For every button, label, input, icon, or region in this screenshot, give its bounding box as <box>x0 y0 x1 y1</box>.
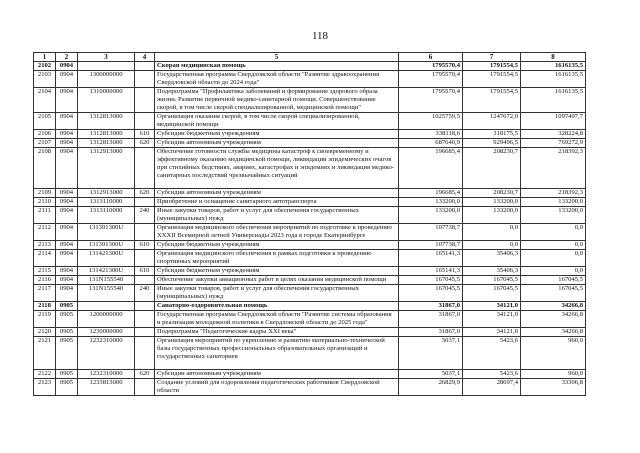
expense-type-cell <box>135 71 155 88</box>
amount-year1-cell: 1795570,4 <box>399 62 463 71</box>
amount-year3-cell: 34266,8 <box>521 302 586 311</box>
target-article-cell: 1233813000 <box>78 379 135 396</box>
amount-year2-cell: 1791554,5 <box>463 62 521 71</box>
table-row <box>34 198 586 207</box>
item-name-cell: Организация оказания скорой, в том числе скорой специализированной, медицинской помощи <box>155 113 399 130</box>
target-article-cell: 1313110000 <box>78 198 135 207</box>
section-code-cell: 0904 <box>56 241 78 250</box>
table-row <box>34 379 586 396</box>
table-row <box>34 139 586 148</box>
section-code-cell: 0904 <box>56 113 78 130</box>
amount-year3-cell: 960,0 <box>521 370 586 379</box>
amount-year1-cell: 107738,7 <box>399 241 463 250</box>
amount-year1-cell: 687640,9 <box>399 139 463 148</box>
amount-year3-cell: 0,0 <box>521 224 586 241</box>
amount-year1-cell: 133200,0 <box>399 198 463 207</box>
table-row <box>34 311 586 328</box>
section-code-cell: 0904 <box>56 148 78 189</box>
target-article-cell: 1300000000 <box>78 71 135 88</box>
row-number-cell: 2118 <box>34 302 56 311</box>
expense-type-cell: 240 <box>135 285 155 302</box>
table-row <box>34 370 586 379</box>
expense-type-cell: 610 <box>135 267 155 276</box>
header-cell: 2 <box>56 53 78 62</box>
amount-year1-cell: 167045,5 <box>399 285 463 302</box>
item-name-cell: Подпрограмма "Педагогические кадры XXI века" <box>155 328 399 337</box>
row-number-cell: 2104 <box>34 88 56 113</box>
section-code-cell: 0904 <box>56 198 78 207</box>
amount-year3-cell: 218392,3 <box>521 148 586 189</box>
section-code-cell: 0904 <box>56 139 78 148</box>
table-row <box>34 207 586 224</box>
expense-type-cell: 240 <box>135 207 155 224</box>
table-row <box>34 62 586 71</box>
item-name-cell: Санаторно-оздоровительная помощь <box>155 302 399 311</box>
row-number-cell: 2106 <box>34 130 56 139</box>
amount-year1-cell: 165141,3 <box>399 250 463 267</box>
target-article-cell: 131421300U <box>78 250 135 267</box>
target-article-cell: 1200000000 <box>78 311 135 328</box>
amount-year3-cell: 769272,9 <box>521 139 586 148</box>
table-row <box>34 130 586 139</box>
amount-year2-cell: 167045,5 <box>463 285 521 302</box>
amount-year3-cell: 1616135,5 <box>521 88 586 113</box>
item-name-cell: Субсидии бюджетным учреждениям <box>155 267 399 276</box>
section-code-cell: 0905 <box>56 379 78 396</box>
amount-year3-cell: 133200,0 <box>521 207 586 224</box>
target-article-cell: 1310000000 <box>78 88 135 113</box>
target-article-cell: 131391300U <box>78 241 135 250</box>
target-article-cell: 1313110000 <box>78 207 135 224</box>
item-name-cell: Субсидии автономным учреждениям <box>155 370 399 379</box>
section-code-cell: 0905 <box>56 311 78 328</box>
amount-year2-cell: 0,0 <box>463 224 521 241</box>
section-code-cell: 0905 <box>56 328 78 337</box>
amount-year2-cell: 35406,3 <box>463 267 521 276</box>
item-name-cell: Субсидии автономным учреждениям <box>155 139 399 148</box>
item-name-cell: Обеспечение закупки авиационных работ в целях оказания медицинской помощи <box>155 276 399 285</box>
header-cell: 7 <box>463 53 521 62</box>
row-number-cell: 2116 <box>34 276 56 285</box>
section-code-cell: 0904 <box>56 189 78 198</box>
target-article-cell <box>78 302 135 311</box>
amount-year2-cell: 0,0 <box>463 241 521 250</box>
row-number-cell: 2117 <box>34 285 56 302</box>
expense-type-cell: 620 <box>135 139 155 148</box>
target-article-cell: 1312913000 <box>78 189 135 198</box>
target-article-cell: 1230000000 <box>78 328 135 337</box>
table-row <box>34 302 586 311</box>
row-number-cell: 2115 <box>34 267 56 276</box>
row-number-cell: 2119 <box>34 311 56 328</box>
amount-year1-cell: 107738,7 <box>399 224 463 241</box>
table-row <box>34 88 586 113</box>
row-number-cell: 2107 <box>34 139 56 148</box>
amount-year2-cell: 929496,5 <box>463 139 521 148</box>
amount-year3-cell: 1616135,5 <box>521 71 586 88</box>
row-number-cell: 2120 <box>34 328 56 337</box>
section-code-cell: 0904 <box>56 285 78 302</box>
table-row <box>34 113 586 130</box>
row-number-cell: 2108 <box>34 148 56 189</box>
header-cell: 5 <box>155 53 399 62</box>
item-name-cell: Субсидии автономным учреждениям <box>155 189 399 198</box>
target-article-cell: 1312813000 <box>78 139 135 148</box>
row-number-cell: 2110 <box>34 198 56 207</box>
row-number-cell: 2123 <box>34 379 56 396</box>
header-cell: 1 <box>34 53 56 62</box>
table-row <box>34 267 586 276</box>
amount-year3-cell: 167045,5 <box>521 276 586 285</box>
amount-year1-cell: 133200,0 <box>399 207 463 224</box>
amount-year1-cell: 5037,1 <box>399 370 463 379</box>
budget-table <box>33 52 586 396</box>
expense-type-cell <box>135 311 155 328</box>
table-row <box>34 250 586 267</box>
table-row <box>34 189 586 198</box>
header-cell: 6 <box>399 53 463 62</box>
target-article-cell <box>78 62 135 71</box>
amount-year2-cell: 133200,0 <box>463 207 521 224</box>
section-code-cell: 0904 <box>56 207 78 224</box>
section-code-cell: 0904 <box>56 224 78 241</box>
expense-type-cell <box>135 379 155 396</box>
row-number-cell: 2122 <box>34 370 56 379</box>
amount-year1-cell: 1795570,4 <box>399 71 463 88</box>
amount-year1-cell: 338118,6 <box>399 130 463 139</box>
amount-year3-cell: 328224,8 <box>521 130 586 139</box>
amount-year2-cell: 34121,0 <box>463 311 521 328</box>
amount-year1-cell: 196685,4 <box>399 148 463 189</box>
expense-type-cell <box>135 328 155 337</box>
row-number-cell: 2113 <box>34 241 56 250</box>
amount-year2-cell: 1791554,5 <box>463 71 521 88</box>
item-name-cell: Субсидии бюджетным учреждениям <box>155 241 399 250</box>
amount-year2-cell: 208230,7 <box>463 148 521 189</box>
item-name-cell: Подпрограмма "Профилактика заболеваний и формирование здорового образа жизни. Развитие первичной медико-санитарной помощи. Совершенствование скорой, в том числе скорой специализированной, медицинской помощи" <box>155 88 399 113</box>
row-number-cell: 2102 <box>34 62 56 71</box>
expense-type-cell <box>135 224 155 241</box>
amount-year3-cell: 0,0 <box>521 241 586 250</box>
amount-year1-cell: 167045,5 <box>399 276 463 285</box>
expense-type-cell <box>135 113 155 130</box>
item-name-cell: Приобретение и оснащение санитарного автотранспорта <box>155 198 399 207</box>
item-name-cell: Организация медицинского обеспечения в рамках подготовки к проведению спортивных мероприятий <box>155 250 399 267</box>
amount-year2-cell: 318175,5 <box>463 130 521 139</box>
section-code-cell: 0905 <box>56 302 78 311</box>
amount-year1-cell: 1025759,5 <box>399 113 463 130</box>
item-name-cell: Иные закупки товаров, работ и услуг для обеспечения государственных (муниципальных) нужд <box>155 207 399 224</box>
header-cell: 3 <box>78 53 135 62</box>
item-name-cell: Обеспечение готовности службы медицины катастроф к своевременному и эффективному оказанию медицинской помощи, ликвидации эпидемических очагов при стихийных бедствиях, авариях, катастрофах и эпидемиях и ликвидация медико-санитарных последствий чрезвычайных ситуаций <box>155 148 399 189</box>
amount-year1-cell: 5037,1 <box>399 337 463 370</box>
expense-type-cell: 620 <box>135 370 155 379</box>
amount-year1-cell: 165141,3 <box>399 267 463 276</box>
expense-type-cell <box>135 62 155 71</box>
amount-year1-cell: 196685,4 <box>399 189 463 198</box>
section-code-cell: 0904 <box>56 267 78 276</box>
section-code-cell: 0904 <box>56 276 78 285</box>
section-code-cell: 0904 <box>56 250 78 267</box>
table-row <box>34 224 586 241</box>
amount-year3-cell: 34266,8 <box>521 328 586 337</box>
amount-year1-cell: 26829,9 <box>399 379 463 396</box>
amount-year3-cell: 33306,8 <box>521 379 586 396</box>
amount-year3-cell: 167045,5 <box>521 285 586 302</box>
target-article-cell: 1312913000 <box>78 148 135 189</box>
table-row <box>34 71 586 88</box>
amount-year2-cell: 133200,0 <box>463 198 521 207</box>
amount-year1-cell: 31867,0 <box>399 302 463 311</box>
item-name-cell: Организация мероприятий по укреплению и развитию материально-технической базы государственных профессиональных образовательных организаций и государственных санаториев <box>155 337 399 370</box>
row-number-cell: 2114 <box>34 250 56 267</box>
row-number-cell: 2112 <box>34 224 56 241</box>
item-name-cell: Создание условий для оздоровления педагогических работников Свердловской области <box>155 379 399 396</box>
amount-year2-cell: 167045,5 <box>463 276 521 285</box>
section-code-cell: 0904 <box>56 88 78 113</box>
expense-type-cell <box>135 148 155 189</box>
amount-year1-cell: 31867,0 <box>399 328 463 337</box>
section-code-cell: 0904 <box>56 130 78 139</box>
row-number-cell: 2121 <box>34 337 56 370</box>
target-article-cell: 131421300U <box>78 267 135 276</box>
amount-year2-cell: 1247672,0 <box>463 113 521 130</box>
expense-type-cell <box>135 250 155 267</box>
amount-year2-cell: 5423,6 <box>463 337 521 370</box>
expense-type-cell <box>135 337 155 370</box>
row-number-cell: 2105 <box>34 113 56 130</box>
item-name-cell: Государственная программа Свердловской области "Развитие системы образования и реализация молодежной политики в Свердловской области до 2025 года" <box>155 311 399 328</box>
amount-year2-cell: 208230,7 <box>463 189 521 198</box>
item-name-cell: Организация медицинского обеспечения мероприятий по подготовке к проведению XXXII Всемирной летней Универсиады 2023 года в городе Екатеринбурге <box>155 224 399 241</box>
table-row <box>34 337 586 370</box>
expense-type-cell: 620 <box>135 189 155 198</box>
amount-year2-cell: 34121,0 <box>463 302 521 311</box>
table-body <box>34 62 586 396</box>
header-row <box>34 53 586 62</box>
expense-type-cell <box>135 302 155 311</box>
item-name-cell: Субсидии бюджетным учреждениям <box>155 130 399 139</box>
target-article-cell: 131391300U <box>78 224 135 241</box>
amount-year2-cell: 1791554,5 <box>463 88 521 113</box>
amount-year2-cell: 5423,6 <box>463 370 521 379</box>
section-code-cell: 0904 <box>56 71 78 88</box>
target-article-cell: 131N155540 <box>78 276 135 285</box>
amount-year3-cell: 0,0 <box>521 267 586 276</box>
row-number-cell: 2111 <box>34 207 56 224</box>
amount-year2-cell: 28697,4 <box>463 379 521 396</box>
target-article-cell: 1232310000 <box>78 370 135 379</box>
header-cell: 4 <box>135 53 155 62</box>
expense-type-cell: 610 <box>135 241 155 250</box>
table-row <box>34 241 586 250</box>
row-number-cell: 2103 <box>34 71 56 88</box>
header-cell: 8 <box>521 53 586 62</box>
item-name-cell: Государственная программа Свердловской области "Развитие здравоохранения Свердловской области до 2024 года" <box>155 71 399 88</box>
amount-year3-cell: 1616135,5 <box>521 62 586 71</box>
row-number-cell: 2109 <box>34 189 56 198</box>
target-article-cell: 1232310000 <box>78 337 135 370</box>
table-row <box>34 148 586 189</box>
table-row <box>34 328 586 337</box>
amount-year1-cell: 1795570,4 <box>399 88 463 113</box>
section-code-cell: 0905 <box>56 337 78 370</box>
amount-year2-cell: 35406,3 <box>463 250 521 267</box>
item-name-cell: Иные закупки товаров, работ и услуг для обеспечения государственных (муниципальных) нужд <box>155 285 399 302</box>
section-code-cell: 0905 <box>56 370 78 379</box>
target-article-cell: 1312813000 <box>78 113 135 130</box>
target-article-cell: 131N155540 <box>78 285 135 302</box>
amount-year1-cell: 31867,0 <box>399 311 463 328</box>
table-row <box>34 276 586 285</box>
amount-year3-cell: 34266,8 <box>521 311 586 328</box>
expense-type-cell <box>135 198 155 207</box>
table-row <box>34 285 586 302</box>
expense-type-cell <box>135 276 155 285</box>
target-article-cell: 1312813000 <box>78 130 135 139</box>
amount-year3-cell: 1097497,7 <box>521 113 586 130</box>
amount-year3-cell: 218392,3 <box>521 189 586 198</box>
page-number: 118 <box>311 30 329 42</box>
section-code-cell: 0904 <box>56 62 78 71</box>
item-name-cell: Скорая медицинская помощь <box>155 62 399 71</box>
amount-year3-cell: 133200,0 <box>521 198 586 207</box>
amount-year3-cell: 960,0 <box>521 337 586 370</box>
amount-year2-cell: 34121,0 <box>463 328 521 337</box>
expense-type-cell: 610 <box>135 130 155 139</box>
amount-year3-cell: 0,0 <box>521 250 586 267</box>
expense-type-cell <box>135 88 155 113</box>
